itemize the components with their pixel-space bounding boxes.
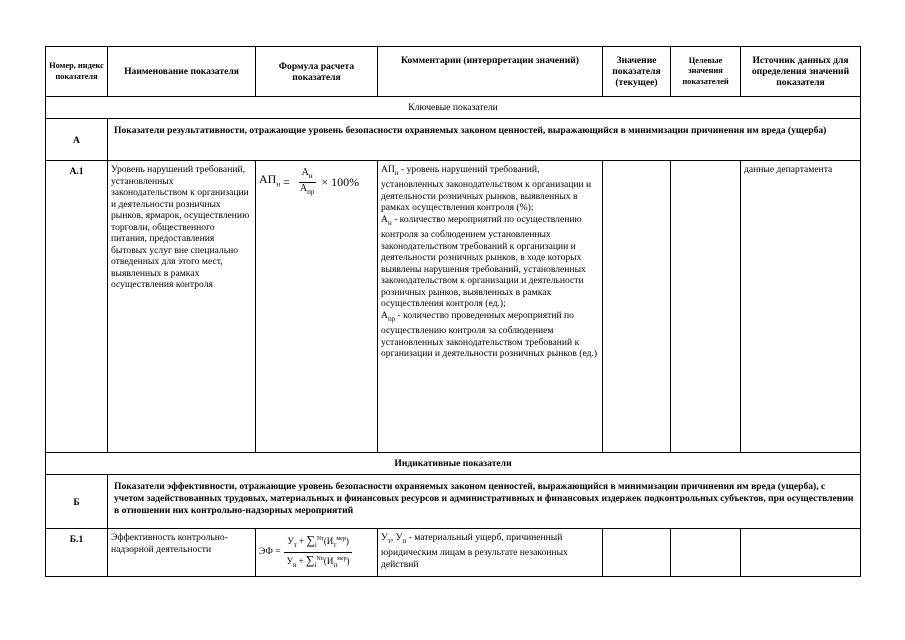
header-comment: Комментарии (интерпретации значений) [378, 47, 603, 97]
row-a1-target [671, 161, 741, 453]
header-value: Значение показателя (текущее) [603, 47, 671, 97]
group-b-index: Б [46, 475, 108, 529]
table-row-a1 [46, 161, 861, 453]
row-a1-formula [256, 161, 378, 453]
group-row-a [46, 119, 861, 161]
formula-a1-tail: × 100% [321, 174, 360, 189]
header-formula: Формула расчета показателя [256, 47, 378, 97]
row-a1-comment-3: $А_{пр}$ - количество проведенных мероприятий по осуществлению контроля за соблюдением установленных законодательством требований к организации и деятельности розничных рынков (ед.) [381, 309, 598, 360]
section-indicative-title: Индикативные показатели [46, 453, 861, 475]
header-number: Номер, индекс показателя [46, 47, 108, 97]
row-b1-index: Б.1 [46, 529, 108, 577]
group-row-b [46, 475, 861, 529]
formula-a1-lhs: $АП_н$ [259, 172, 281, 189]
header-row [46, 47, 861, 97]
row-b1-target [671, 529, 741, 577]
row-a1-value [603, 161, 671, 453]
group-a-text: Показатели результативности, отражающие уровень безопасности охраняемых законом ценностей, выражающийся в минимизации причинения им вреда (ущерба) [108, 119, 861, 161]
row-a1-comment-1: $АП_н$ - уровень нарушений требований, установленных законодательством к организации и деятельности розничных рынков, выявленных в рамках осуществления контроля (%); [381, 164, 592, 214]
row-a1-source: данные департамента [741, 161, 861, 453]
row-b1-name: Эффективность контрольно-надзорной деятельности [108, 529, 256, 577]
section-row-key [46, 97, 861, 119]
formula-b1-fraction: $\frac{У_т + \sum_i^{Nт}(И_т^{мер})}{У_в + \sum_i^{Nп}(И_п^{мер})}$ [284, 533, 353, 572]
formula-b1 [259, 533, 374, 572]
header-name: Наименование показателя [108, 47, 256, 97]
row-b1-comment: $У_т$, $У_п$ - материальный ущерб, причиненный юридическим лицам в результате незаконных действий [378, 529, 603, 577]
header-target: Целевые значения показателей [671, 47, 741, 97]
row-a1-name: Уровень нарушений требований, установленных законодательством к организации и деятельности розничных рынков, ярмарок, осуществлению торговли, общественного питания, предоставления бытовых услуг вне специально отведенных для этого мест, выявленных в рамках осуществления контроля [108, 161, 256, 453]
formula-b1-lhs: ЭФ = [259, 546, 281, 557]
section-row-indicative [46, 453, 861, 475]
row-a1-comment-2: $А_н$ - количество мероприятий по осуществлению контроля за соблюдением установленных законодательством требований к организации и деятельности розничных рынков, в ходе которых выявлены нарушения требований, установленных законодательством к организации и деятельности розничных рынков, выявленных в рамках осуществления контроля (ед.); [381, 213, 586, 310]
formula-a1-eq: = [283, 174, 290, 189]
group-a-index: А [46, 119, 108, 161]
header-source: Источник данных для определения значений показателя [741, 47, 861, 97]
group-b-text: Показатели эффективности, отражающие уровень безопасности охраняемых законом ценностей, выражающийся в минимизации причинения им вреда (ущерба), с учетом задействованных трудовых, материальных и финансовых ресурсов и административных и финансовых издержек подконтрольных субъектов, при осуществлении в отношении них контрольно-надзорных мероприятий [108, 475, 861, 529]
row-a1-index: А.1 [46, 161, 108, 453]
row-a1-comment [378, 161, 603, 453]
row-b1-value [603, 529, 671, 577]
table-row-b1 [46, 529, 861, 577]
formula-a1 [259, 167, 374, 198]
indicators-table [45, 46, 861, 577]
section-key-title: Ключевые показатели [46, 97, 861, 119]
formula-a1-fraction: $\frac{А_н}{А_{пр}}$ [299, 167, 315, 196]
row-b1-source [741, 529, 861, 577]
row-b1-formula [256, 529, 378, 577]
